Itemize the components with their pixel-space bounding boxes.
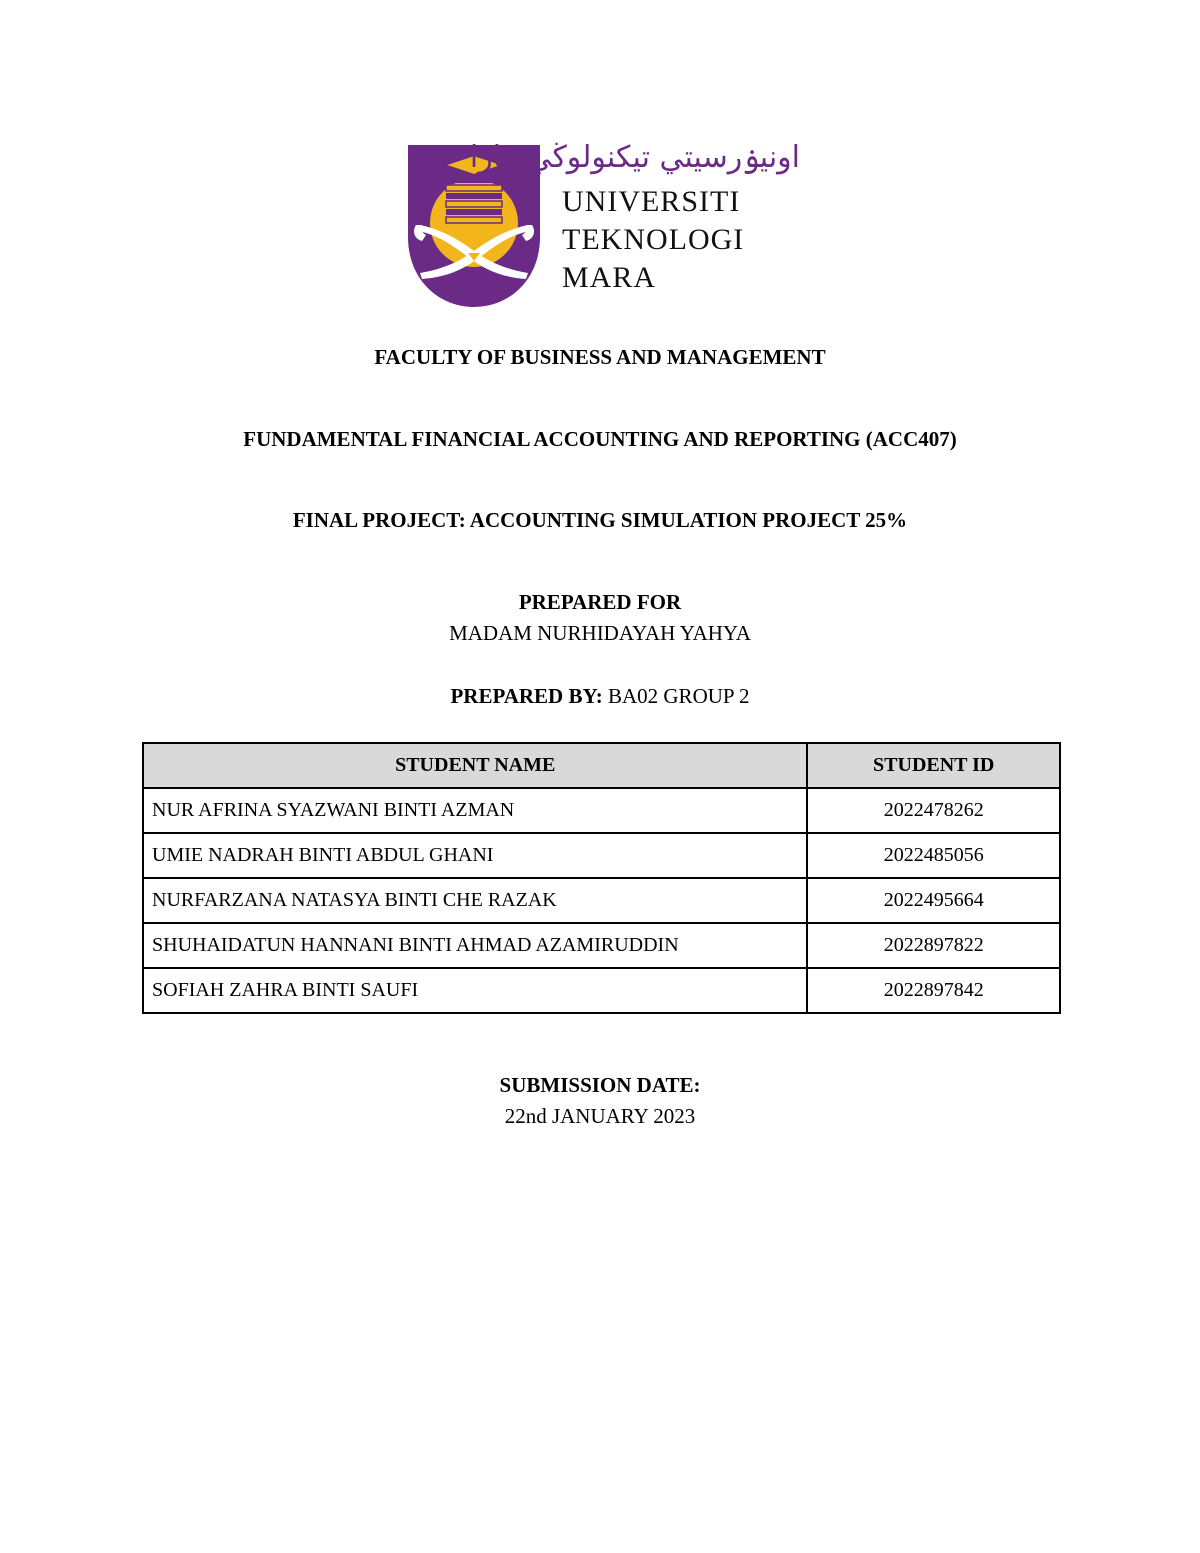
- wordmark-line-1: UNIVERSITI: [562, 185, 741, 218]
- prepared-for-label: PREPARED FOR: [518, 590, 682, 614]
- prepared-by-value: BA02 GROUP 2: [607, 684, 750, 708]
- student-name-cell: NURFARZANA NATASYA BINTI CHE RAZAK: [143, 878, 807, 923]
- prepared-by-label: PREPARED BY:: [450, 684, 603, 708]
- course-heading: FUNDAMENTAL FINANCIAL ACCOUNTING AND REPORTING (ACC407): [243, 427, 957, 451]
- wordmark-line-3: MARA: [562, 261, 657, 294]
- student-id-cell: 2022478262: [807, 788, 1060, 833]
- table-header-row: [143, 743, 1060, 788]
- university-wordmark: [562, 183, 802, 297]
- prepared-for-name: MADAM NURHIDAYAH YAHYA: [449, 621, 751, 645]
- table-row: [143, 968, 1060, 1013]
- student-name-cell: UMIE NADRAH BINTI ABDUL GHANI: [143, 833, 807, 878]
- submission-date-value: 22nd JANUARY 2023: [504, 1104, 696, 1128]
- jawi-university-name: اونيۏرسيتي تيکنولوڬي مارا: [469, 140, 800, 175]
- column-header-student-id: STUDENT ID: [807, 743, 1060, 788]
- student-name-cell: SOFIAH ZAHRA BINTI SAUFI: [143, 968, 807, 1013]
- student-name-cell: SHUHAIDATUN HANNANI BINTI AHMAD AZAMIRUDDIN: [143, 923, 807, 968]
- table-row: [143, 923, 1060, 968]
- table-row: [143, 878, 1060, 923]
- prepared-by-line: [0, 683, 1200, 709]
- project-heading: FINAL PROJECT: ACCOUNTING SIMULATION PROJECT 25%: [292, 508, 908, 532]
- column-header-student-name: STUDENT NAME: [143, 743, 807, 788]
- faculty-heading: FACULTY OF BUSINESS AND MANAGEMENT: [374, 345, 826, 369]
- university-logo: [408, 140, 800, 308]
- student-table: [142, 742, 1061, 1014]
- student-id-cell: 2022897842: [807, 968, 1060, 1013]
- table-row: [143, 788, 1060, 833]
- table-row: [143, 833, 1060, 878]
- submission-date-label: SUBMISSION DATE:: [499, 1073, 701, 1097]
- wordmark-line-2: TEKNOLOGI: [562, 223, 745, 256]
- student-id-cell: 2022897822: [807, 923, 1060, 968]
- student-id-cell: 2022495664: [807, 878, 1060, 923]
- student-id-cell: 2022485056: [807, 833, 1060, 878]
- student-name-cell: NUR AFRINA SYAZWANI BINTI AZMAN: [143, 788, 807, 833]
